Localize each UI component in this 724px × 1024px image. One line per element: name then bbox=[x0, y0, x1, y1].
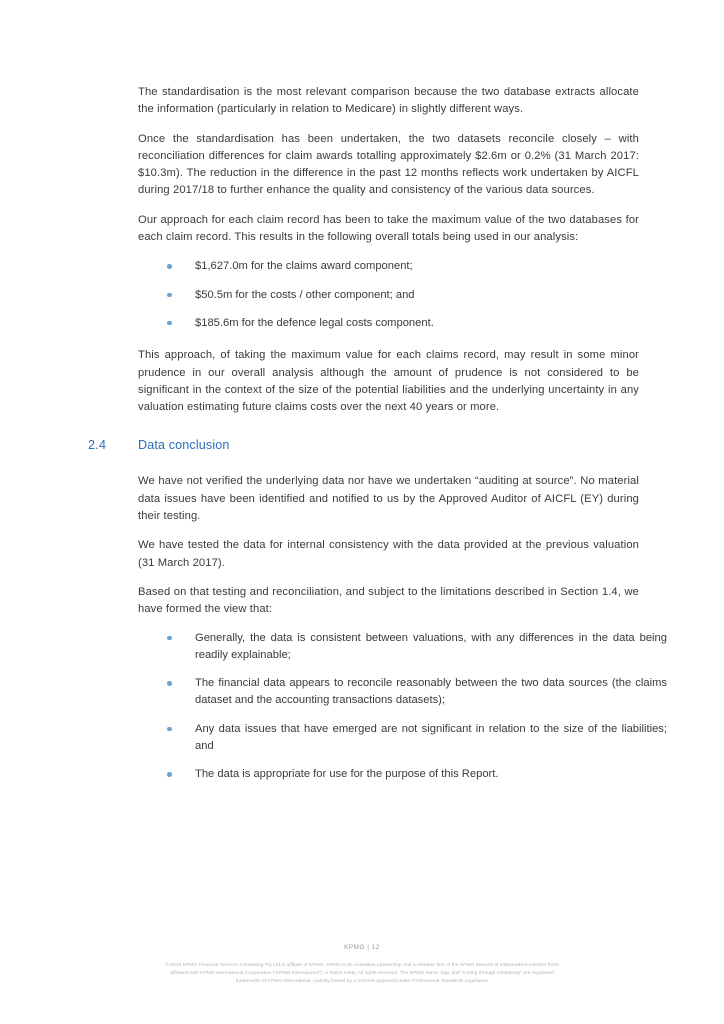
section-heading-2-4 bbox=[88, 438, 639, 456]
page-footer bbox=[0, 934, 724, 1024]
page-content bbox=[88, 84, 667, 786]
bullet-dot-icon bbox=[167, 681, 172, 686]
paragraph-reconciliation-differences: Once the standardisation has been undertaken, the two datasets reconcile closely – with reconciliation differences for claim awards totalling approximately $2.6m or 0.2% (31 March 2017: $10.3m). The reduction in the difference in the past 12 months reflects work undertaken by AICFL during 2017/18 to further enhance the quality and consistency of the various data sources. bbox=[138, 132, 639, 197]
bullet-dot-icon bbox=[167, 727, 172, 732]
list-item bbox=[167, 675, 667, 710]
spacer bbox=[88, 334, 639, 347]
copyright-notice bbox=[82, 962, 642, 987]
totals-bullet-list bbox=[88, 258, 639, 332]
list-item-label: The data is appropriate for use for the purpose of this Report. bbox=[195, 768, 499, 781]
bullet-dot-icon bbox=[167, 772, 172, 777]
page-title: Data conclusion bbox=[138, 438, 230, 453]
paragraph-prudence-discussion: This approach, of taking the maximum value for each claims record, may result in some minor prudence in our overall analysis although the amount of prudence is not considered to be significant in the context of the size of the potential liabilities and the underlying uncertainty in any valuation estimating future claims costs over the next 40 years or more. bbox=[138, 349, 639, 414]
conclusion-bullet-list bbox=[88, 630, 667, 784]
copyright-line-3: trademarks of KPMG International. Liability limited by a scheme approved under Professional Standards Legislation bbox=[235, 979, 489, 985]
paragraph-maximum-value-approach: Our approach for each claim record has been to take the maximum value of the two databases for each claim record. This results in the following overall totals being used in our analysis: bbox=[138, 213, 639, 244]
bullet-dot-icon bbox=[167, 636, 172, 641]
paragraph-standardisation-comparison: The standardisation is the most relevant comparison because the two database extracts allocate the information (particularly in relation to Medicare) in slightly different ways. bbox=[138, 86, 639, 116]
copyright-line-1: © 2018 KPMG Financial Services Consulting Pty Ltd is affiliate of KPMG. KPMG is an Australian partnership and a member firm of the KPMG network of independent member firms bbox=[165, 963, 559, 968]
list-item bbox=[167, 258, 667, 275]
list-item-label: Any data issues that have emerged are not significant in relation to the size of the liabilities; and bbox=[195, 722, 667, 753]
bullet-dot-icon bbox=[167, 293, 172, 298]
bullet-dot-icon bbox=[167, 264, 172, 269]
paragraph-internal-consistency: We have tested the data for internal consistency with the data provided at the previous valuation (31 March 2017). bbox=[138, 539, 639, 569]
page-number-label: KPMG | 12 bbox=[344, 944, 380, 951]
list-item bbox=[167, 630, 667, 665]
list-item bbox=[167, 315, 667, 332]
list-item-label: Generally, the data is consistent between valuations, with any differences in the data being readily explainable; bbox=[195, 631, 667, 661]
bullet-dot-icon bbox=[167, 321, 172, 326]
list-item-label: $50.5m for the costs / other component; and bbox=[195, 288, 415, 301]
list-item-label: The financial data appears to reconcile reasonably between the two data sources (the claims dataset and the accounting transactions datasets); bbox=[195, 677, 667, 707]
paragraph-data-not-verified: We have not verified the underlying data nor have we undertaken “auditing at source”. No material data issues have been identified and notified to us by the Approved Auditor of AICFL (EY) during their testing. bbox=[138, 475, 639, 523]
paragraph-formed-view: Based on that testing and reconciliation, and subject to the limitations described in Section 1.4, we have formed the view that: bbox=[138, 585, 639, 616]
list-item bbox=[167, 721, 667, 756]
list-item bbox=[167, 287, 667, 304]
copyright-line-2: affiliated with KPMG International Cooperative (“KPMG International”), a Swiss entity. All rights reserved. The KPMG name, logo and “cutting through complexity” are registered bbox=[170, 971, 554, 977]
list-item-label: $185.6m for the defence legal costs component. bbox=[195, 316, 434, 329]
list-item bbox=[167, 766, 667, 783]
section-number: 2.4 bbox=[88, 438, 107, 453]
list-item-label: $1,627.0m for the claims award component; bbox=[195, 260, 413, 273]
